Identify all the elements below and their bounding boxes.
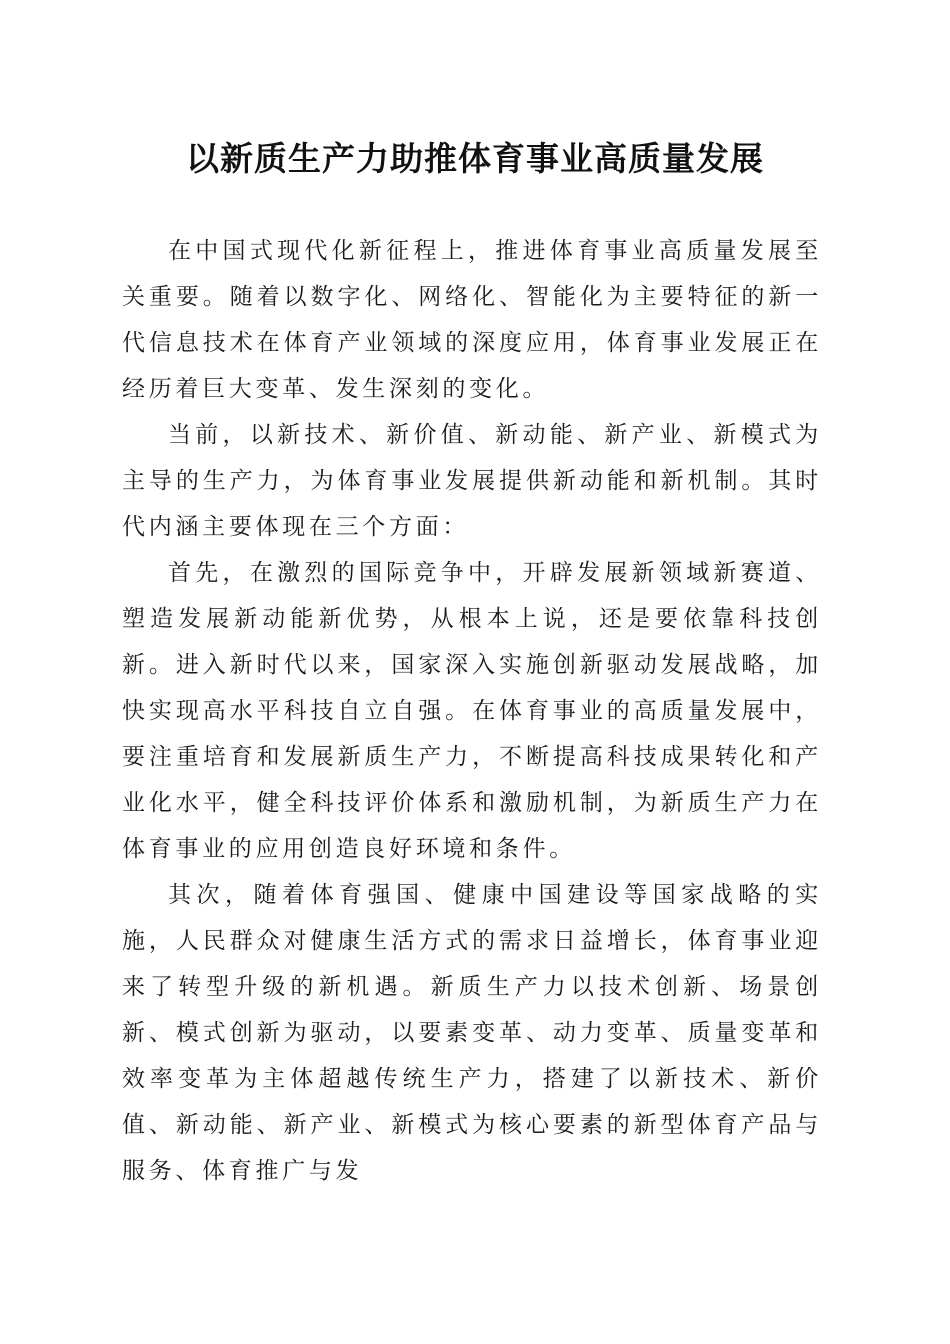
- paragraph-4: 其次，随着体育强国、健康中国建设等国家战略的实施，人民群众对健康生活方式的需求日益增长，体育事业迎来了转型升级的新机遇。新质生产力以技术创新、场景创新、模式创新为驱动，以要素变革、动力变革、质量变革和效率变革为主体超越传统生产力，搭建了以新技术、新价值、新动能、新产业、新模式为核心要素的新型体育产品与服务、体育推广与发: [122, 882, 822, 1184]
- paragraph-3: 首先，在激烈的国际竞争中，开辟发展新领域新赛道、塑造发展新动能新优势，从根本上说，还是要依靠科技创新。进入新时代以来，国家深入实施创新驱动发展战略，加快实现高水平科技自立自强。在体育事业的高质量发展中，要注重培育和发展新质生产力，不断提高科技成果转化和产业化水平，健全科技评价体系和激励机制，为新质生产力在体育事业的应用创造良好环境和条件。: [122, 560, 822, 862]
- paragraph-2: 当前，以新技术、新价值、新动能、新产业、新模式为主导的生产力，为体育事业发展提供新动能和新机制。其时代内涵主要体现在三个方面：: [122, 422, 822, 540]
- paragraph-1: 在中国式现代化新征程上，推进体育事业高质量发展至关重要。随着以数字化、网络化、智能化为主要特征的新一代信息技术在体育产业领域的深度应用，体育事业发展正在经历着巨大变革、发生深刻的变化。: [122, 238, 822, 402]
- document-title: 以新质生产力助推体育事业高质量发展: [186, 139, 764, 178]
- document-body: [122, 228, 822, 1194]
